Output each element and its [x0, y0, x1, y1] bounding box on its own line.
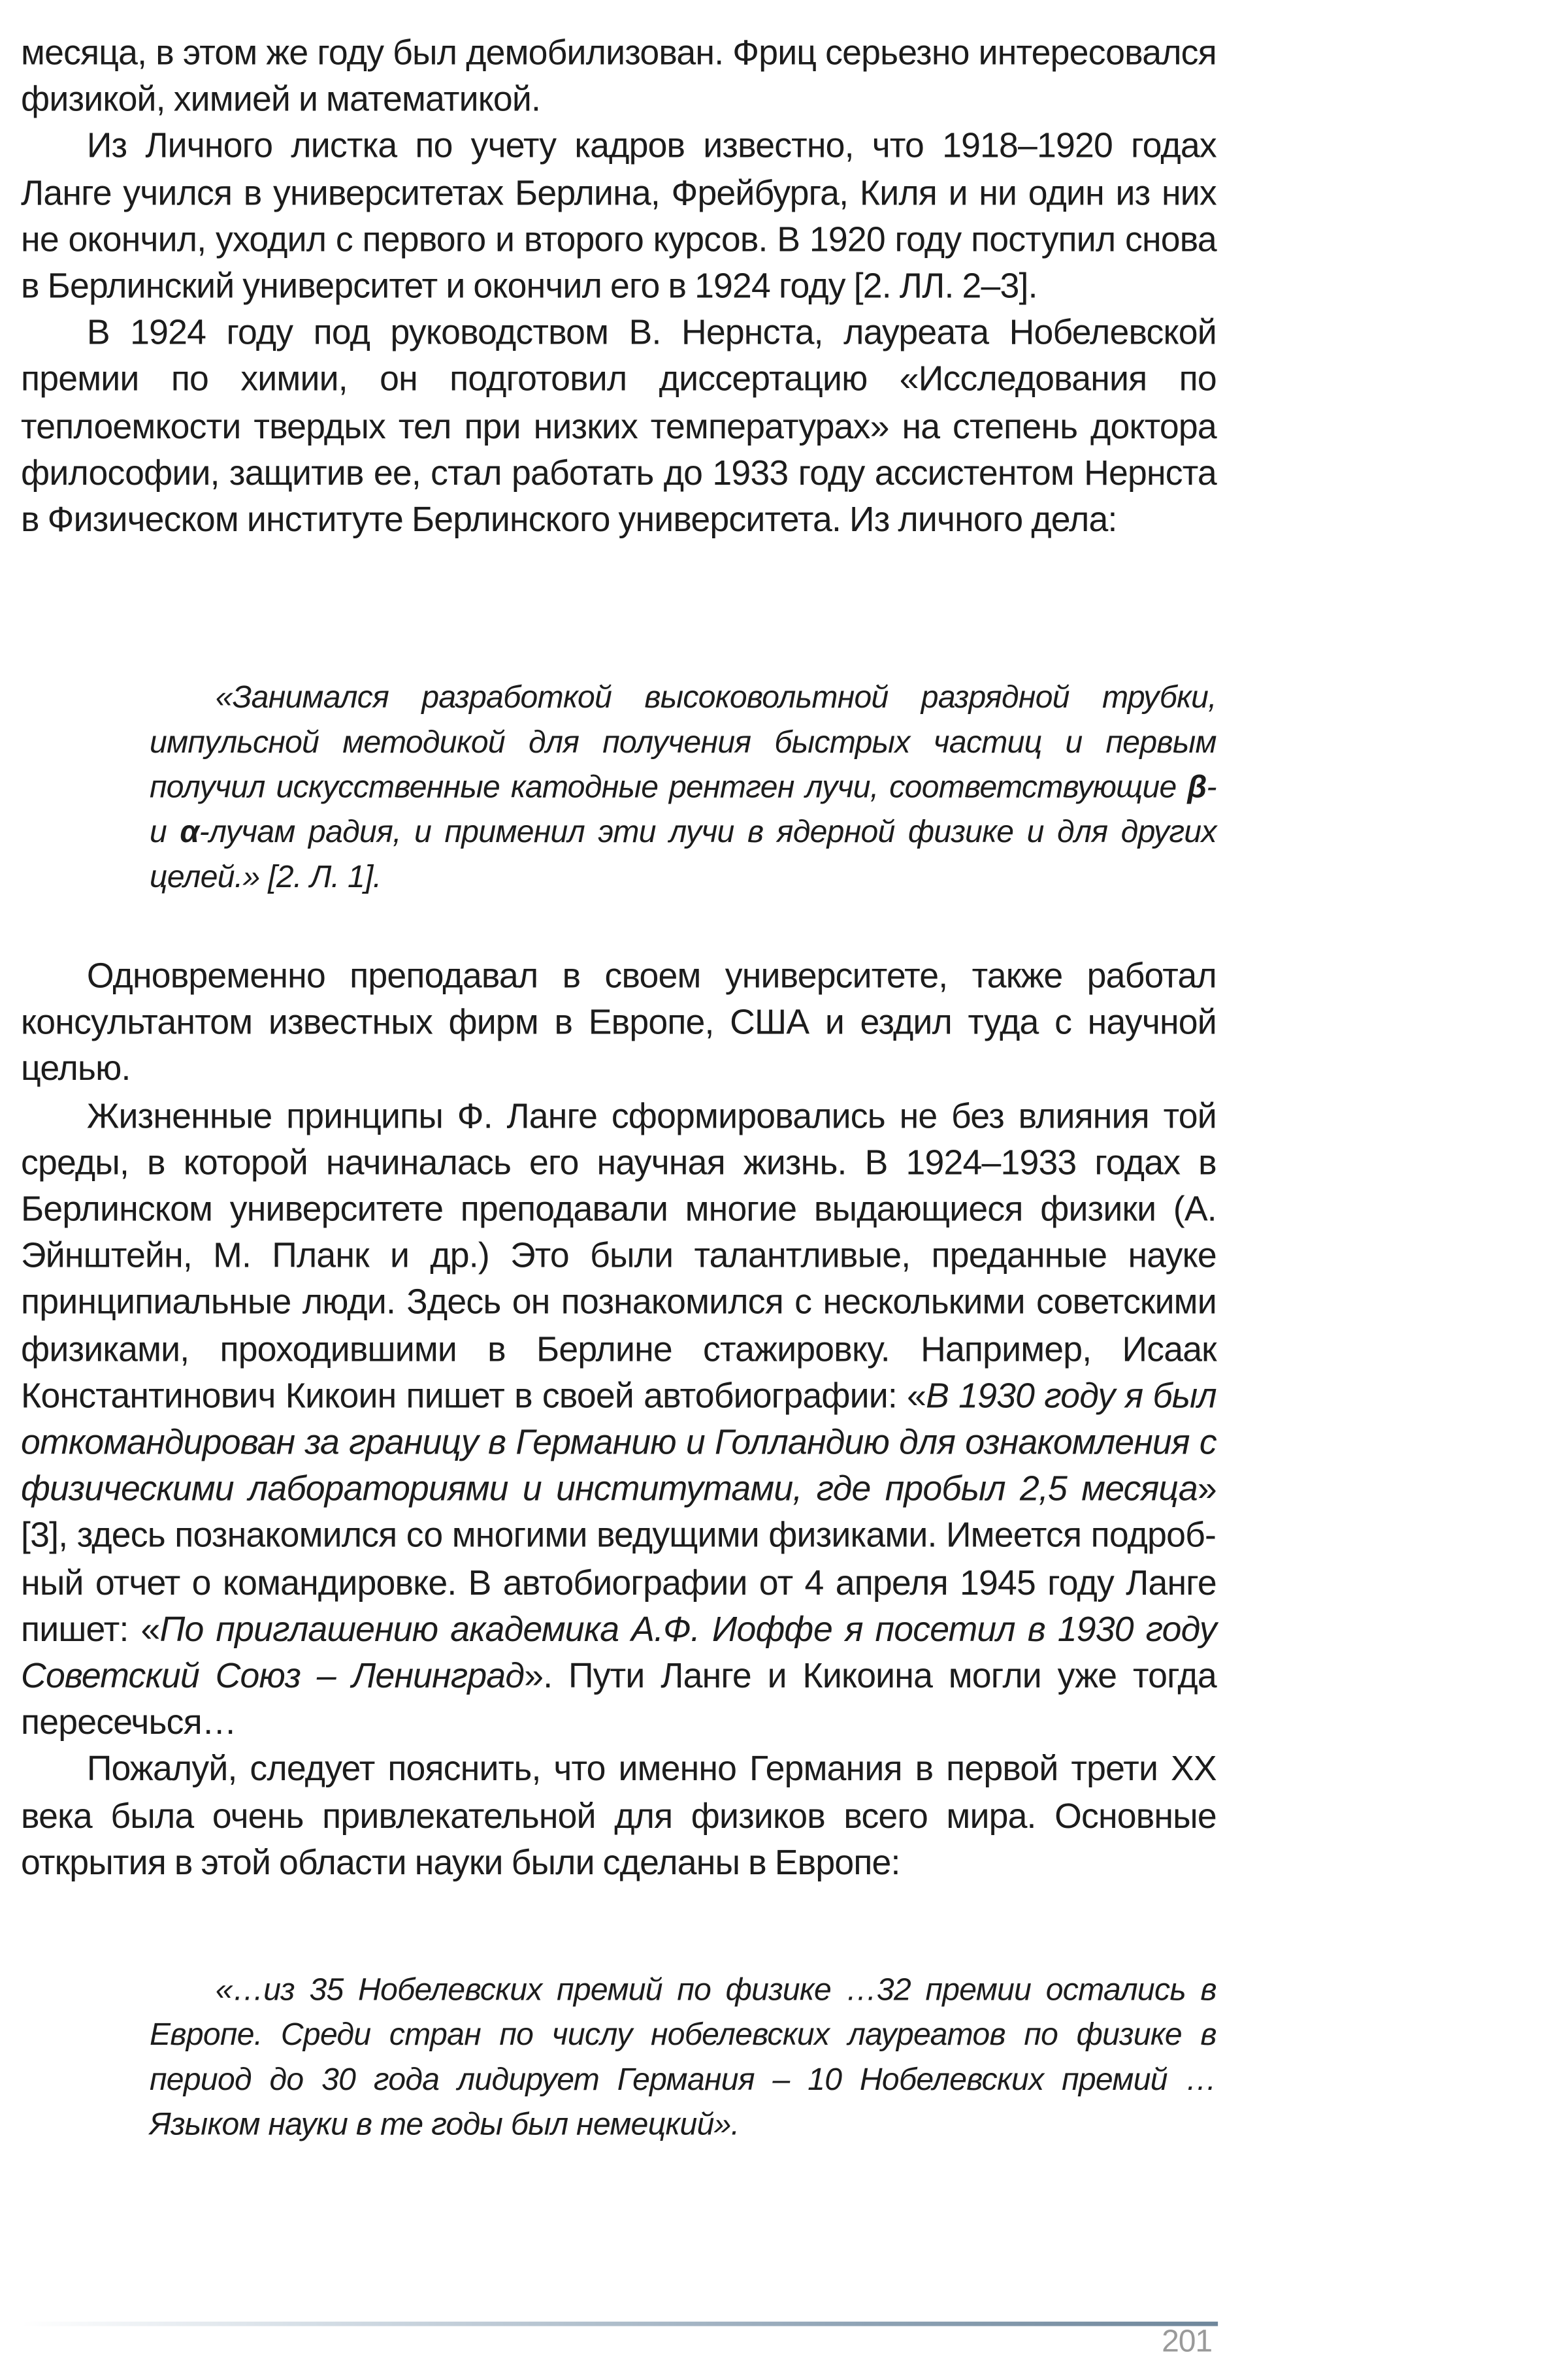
- text-run: Жизненные принципы Ф. Ланге сформировались не без влияния той среды, в которой начиналась его научная жизнь. В 1924–1933 годах в Берлинском университете преподавали многие выдающиеся физики (А. Эйнштейн, М. Планк и др.) Это были талантливые, преданные науке принципиальные люди. Здесь он познакомился с несколькими советскими физиками, проходившими в Берлине стажировку. Например, Исаак Константинович Кикоин пишет в своей автобиографии: «: [21, 1096, 1217, 1415]
- quote-text-part: -лучам радия, и применил эти лучи в ядерной физике и для других целей.» [2. Л. 1].: [150, 815, 1217, 895]
- body-text-block-1: [21, 30, 1217, 544]
- italic-citation-kikoin: В 1930 году я был откомандирован за границу в Германию и Голландию для ознакомления с физическими лабораториями и институтами, где пробыл 2,5 месяца: [21, 1376, 1217, 1508]
- block-quote-nobel: «…из 35 Нобелевских премий по физике …32 премии остались в Европе. Среди стран по числу нобелевских лауреатов по физике в период до 30 года лидирует Германия – 10 Нобелевских премий … Языком науки в те годы был немецкий».: [150, 1973, 1217, 2142]
- paragraph-personnel-record: Из Личного листка по учету кадров известно, что 1918–1920 годах Ланге учился в университетах Берлина, Фрейбурга, Киля и ни один из них не окончил, уходил с первого и второго курсов. В 1920 году поступил снова в Берлинский университет и окончил его в 1924 году [2. ЛЛ. 2–3].: [21, 126, 1217, 306]
- page-number: 201: [1162, 2324, 1212, 2359]
- paragraph-dissertation: В 1924 году под руководством В. Нернста, лауреата Нобелевской премии по химии, он подготовил диссертацию «Исследования по теплоемкости твердых тел при низких температурах» на степень доктора философии, защитив ее, стал работать до 1933 году ассистентом Нернста в Физическом институте Берлинского университета. Из личного дела:: [21, 313, 1217, 539]
- block-quote-personal-file: [150, 676, 1217, 900]
- beta-symbol: β: [1187, 770, 1207, 805]
- quote-text-part: «Занимался разработкой высоковольтной разрядной трубки, импульсной методикой для получения быстрых частиц и первым получил искусственные катодные рентген лучи, соответствующие: [150, 680, 1217, 805]
- paragraph-continuation: месяца, в этом же году был демобилизован. Фриц серьезно интересовался физикой, химией и математикой.: [21, 33, 1217, 119]
- paragraph-life-principles: [21, 1093, 1217, 1746]
- paragraph-germany: Пожалуй, следует пояснить, что именно Германия в первой трети XX века была очень привлекательной для физиков всего мира. Основные открытия в этой области науки были сделаны в Европе:: [21, 1749, 1217, 1882]
- text-run: » [3], здесь познакомился со многими ведущими физиками. Имеется подробный отчет о командировке. В автобиографии от 4 апреля 1945 году Ланге пишет: «: [21, 1469, 1217, 1649]
- body-text-block-2: [21, 953, 1217, 1887]
- text-run: ». Пути Ланге и Кикоина могли уже тогда пересечься…: [21, 1655, 1217, 1742]
- italic-citation-lange: По приглашению академика А.Ф. Иоффе я посетил в 1930 году Советский Союз – Ленинград: [21, 1609, 1217, 1695]
- alpha-symbol: α: [180, 815, 199, 850]
- footer-divider: [21, 2322, 1218, 2326]
- quote-text-part: - и: [150, 770, 1217, 850]
- paragraph-teaching: Одновременно преподавал в своем университете, также работал консультантом известных фирм в Европе, США и ездил туда с научной целью.: [21, 956, 1217, 1088]
